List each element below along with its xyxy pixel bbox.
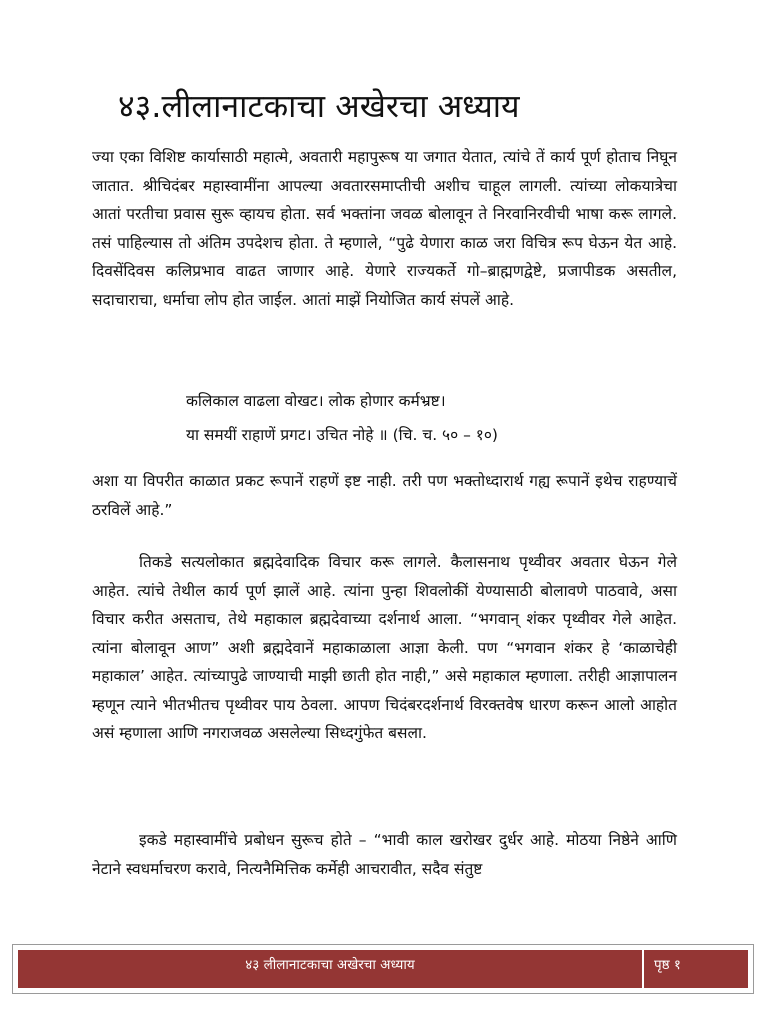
footer-page-number: पृष्ठ १: [654, 957, 681, 973]
verse-block: [186, 384, 606, 452]
footer-chapter-title: ४३ लीलानाटकाचा अखेरचा अध्याय: [18, 950, 644, 988]
chapter-title: ४३.लीलानाटकाचा अखेरचा अध्याय: [118, 87, 520, 125]
page-footer: [12, 944, 754, 994]
verse-line-1: कलिकाल वाढला वोखट। लोक होणार कर्मभ्रष्ट।: [186, 392, 446, 410]
footer-bar: [18, 950, 748, 988]
paragraph-1: ज्या एका विशिष्ट कार्यासाठी महात्मे, अवतारी महापुरूष या जगात येतात, त्यांचे तें कार्य पूर्ण होताच निघून जातात. श्रीचिदंबर महास्वामींना आपल्या अवतारसमाप्तीची अशीच चाहूल लागली. त्यांच्या लोकयात्रेचा आतां परतीचा प्रवास सुरू व्हायच होता. सर्व भक्तांना जवळ बोलावून ते निरवानिरवीची भाषा करू लागले. तसं पाहिल्यास तो अंतिम उपदेशच होता. ते म्हणाले, “पुढे येणारा काळ जरा विचित्र रूप घेऊन येत आहे. दिवसेंदिवस कलिप्रभाव वाढत जाणार आहे. येणारे राज्यकर्ते गो–ब्राह्मणद्वेष्टे, प्रजापीडक असतील, सदाचाराचा, धर्माचा लोप होत जाईल. आतां माझें नियोजित कार्य संपलें आहे.: [92, 148, 677, 309]
paragraph-2: अशा या विपरीत काळात प्रकट रूपानें राहणें इष्ट नाही. तरी पण भक्तोध्दारार्थ गह्य रूपानें इथेच राहण्याचें ठरविलें आहे.”: [92, 472, 677, 519]
verse-line-2: या समयीं राहाणें प्रगट। उचित नोहे ॥ (चि. च. ५० – १०): [186, 426, 498, 444]
paragraph-4: इकडे महास्वामींचे प्रबोधन सुरूच होते – “भावी काल खरोखर दुर्धर आहे. मोठया निष्ठेने आणि नेटाने स्वधर्माचरण करावे, नित्यनैमित्तिक कर्मेही आचरावीत, सदैव संतुष्ट: [92, 831, 677, 878]
paragraph-3: तिकडे सत्यलोकात ब्रह्मदेवादिक विचार करू लागले. कैलासनाथ पृथ्वीवर अवतार घेऊन गेले आहेत. त्यांचे तेथील कार्य पूर्ण झालें आहे. त्यांना पुन्हा शिवलोकीं येण्यासाठी बोलावणे पाठवावे, असा विचार करीत असताच, तेथे महाकाल ब्रह्मदेवाच्या दर्शनार्थ आला. “भगवान् शंकर पृथ्वीवर गेले आहेत. त्यांना बोलावून आण” अशी ब्रह्मदेवानें महाकाळाला आज्ञा केली. पण “भगवान शंकर हे ‘काळाचेही महाकाल’ आहेत. त्यांच्यापुढे जाण्याची माझी छाती होत नाही,” असे महाकाल म्हणाला. तरीही आज्ञापालन म्हणून त्याने भीतभीतच पृथ्वीवर पाय ठेवला. आपण चिदंबरदर्शनार्थ विरक्तवेष धारण करून आलो आहोत असं म्हणाला आणि नगराजवळ असलेल्या सिध्दगुंफेत बसला.: [92, 553, 677, 742]
